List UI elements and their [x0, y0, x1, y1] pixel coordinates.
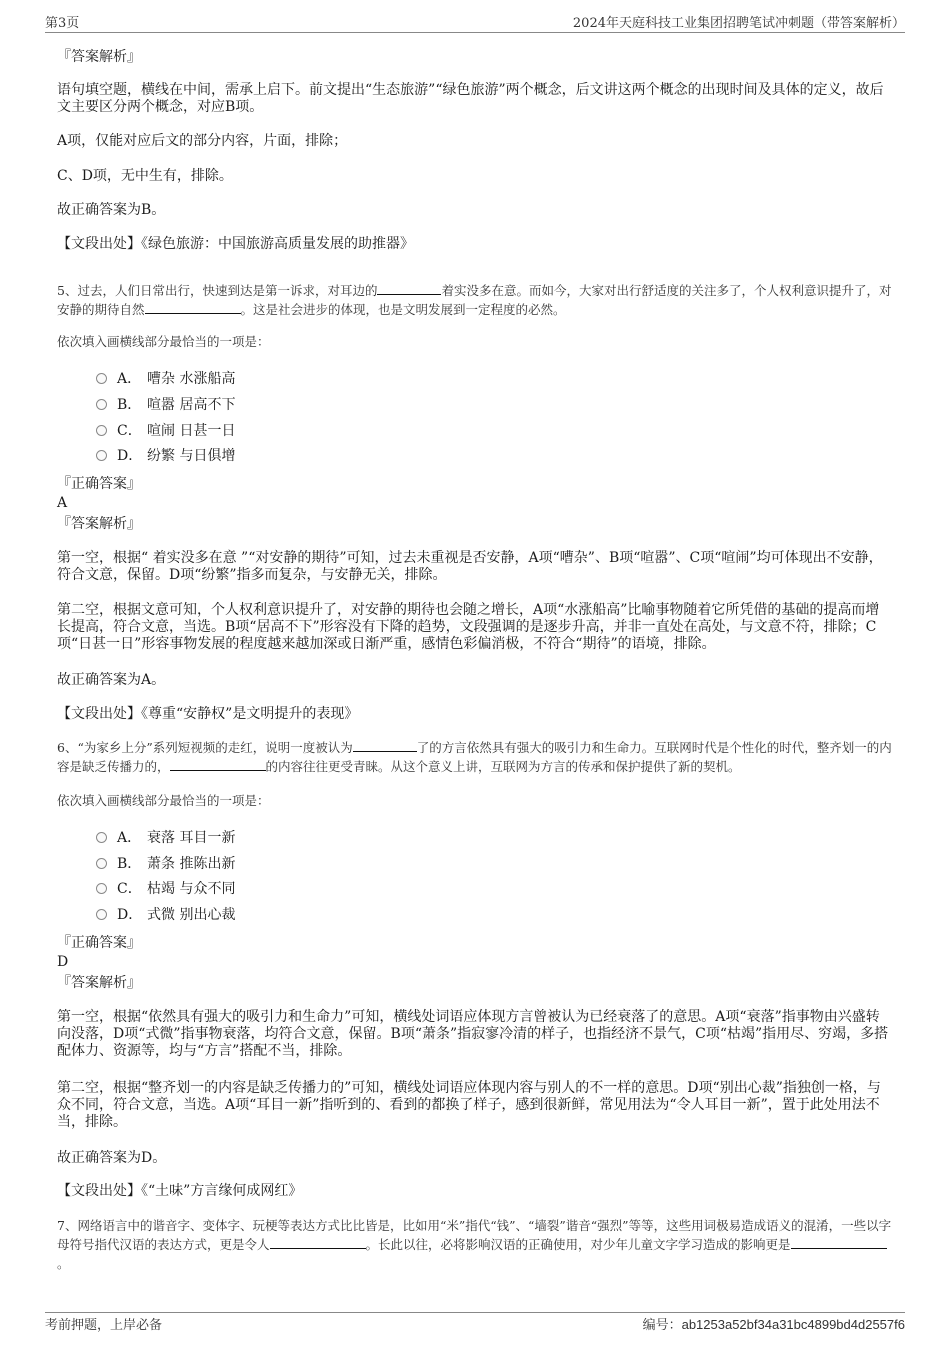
page-number: 第3页	[45, 16, 80, 31]
source-citation: 【文段出处】《“土味”方言缘何成网红》	[57, 1183, 303, 1199]
option-d[interactable]: D． 纷繁 与日俱增	[96, 446, 235, 466]
question-stem: 5、过去，人们日常出行，快速到达是第一诉求，对耳边的 着实没多在意。而如今，大家对出行舒适度的关注多了，个人权利意识提升了，对安静的期待自然 。这是社会进步的体现，也是文明发展到一定程度的必然。	[57, 283, 892, 317]
question-prompt: 依次填入画横线部分最恰当的一项是：	[57, 793, 270, 808]
analysis-paragraph: C、D项，无中生有，排除。	[57, 168, 233, 184]
source-citation: 【文段出处】《尊重“安静权”是文明提升的表现》	[57, 706, 359, 722]
radio-icon[interactable]	[96, 909, 107, 920]
answer-label: 『正确答案』	[57, 935, 141, 951]
fill-blank	[145, 300, 241, 314]
option-c[interactable]: C． 喧闹 日甚一日	[96, 421, 235, 441]
analysis-paragraph: 第二空，根据文意可知，个人权利意识提升了，对安静的期待也会随之增长，A项“水涨船高”比喻事物随着它所凭借的基础的提高而增长提高，符合文意，当选。B项“居高不下”形容没有下降的趋势，文段强调的是逐步升高，并非一直处在高处，与文意不符，排除；C项“日甚一日”形容事物发展的程度越来越加深或日渐严重，感情色彩偏消极，不符合“期待”的语境，排除。	[57, 602, 880, 652]
page-header	[45, 12, 905, 32]
radio-icon[interactable]	[96, 858, 107, 869]
answer-value: A	[57, 495, 68, 511]
fill-blank	[353, 738, 417, 752]
fill-blank	[270, 1235, 366, 1249]
analysis-label: 『答案解析』	[57, 49, 141, 65]
option-b[interactable]: B． 萧条 推陈出新	[96, 854, 235, 874]
radio-icon[interactable]	[96, 399, 107, 410]
footer-divider	[45, 1312, 905, 1313]
document-code: 编号：ab1253a52bf34a31bc4899bd4d2557f6	[642, 1317, 905, 1333]
answer-conclusion: 故正确答案为A。	[57, 672, 166, 688]
question-stem: 7、网络语言中的谐音字、变体字、玩梗等表达方式比比皆是，比如用“米”指代“钱”、“墙裂”谐音“强烈”等等，这些用词极易造成语义的混淆，一些以字母符号指代汉语的表达方式，更是令人 。长此以往，必将影响汉语的正确使用，对少年儿童文字学习造成的影响更是。	[57, 1218, 892, 1271]
fill-blank	[791, 1235, 887, 1249]
document-title: 2024年天庭科技工业集团招聘笔试冲刺题（带答案解析）	[572, 16, 905, 31]
fill-blank	[377, 281, 441, 295]
analysis-paragraph: 第一空，根据“依然具有强大的吸引力和生命力”可知，横线处词语应体现方言曾被认为已经衰落了的意思。A项“衰落”指事物由兴盛转向没落，D项“式微”指事物衰落，均符合文意，保留。B项“萧条”指寂寥冷清的样子，也指经济不景气，C项“枯竭”指用尽、穷竭，多搭配体力、资源等，均与“方言”搭配不当，排除。	[57, 1009, 889, 1059]
radio-icon[interactable]	[96, 450, 107, 461]
analysis-label: 『答案解析』	[57, 516, 141, 532]
option-c[interactable]: C． 枯竭 与众不同	[96, 879, 235, 899]
question-prompt: 依次填入画横线部分最恰当的一项是：	[57, 334, 270, 349]
option-a[interactable]: A． 嘈杂 水涨船高	[96, 369, 235, 389]
option-b[interactable]: B． 喧嚣 居高不下	[96, 395, 235, 415]
footer-slogan: 考前押题，上岸必备	[45, 1318, 163, 1333]
analysis-paragraph: 第二空，根据“整齐划一的内容是缺乏传播力的”可知，横线处词语应体现内容与别人的不一样的意思。D项“别出心裁”指独创一格，与众不同，符合文意，当选。A项“耳目一新”指听到的、看到的都换了样子，感到很新鲜，常见用法为“令人耳目一新”，置于此处用法不当，排除。	[57, 1080, 881, 1130]
question-stem: 6、“为家乡上分”系列短视频的走红，说明一度被认为 了的方言依然具有强大的吸引力和生命力。互联网时代是个性化的时代，整齐划一的内容是缺乏传播力的， 的内容往往更受青睐。从这个意义上讲，互联网为方言的传承和保护提供了新的契机。	[57, 740, 892, 774]
answer-conclusion: 故正确答案为D。	[57, 1150, 167, 1166]
option-d[interactable]: D． 式微 别出心裁	[96, 905, 235, 925]
fill-blank	[170, 757, 266, 771]
radio-icon[interactable]	[96, 883, 107, 894]
header-divider	[45, 32, 905, 33]
answer-label: 『正确答案』	[57, 476, 141, 492]
option-a[interactable]: A． 衰落 耳目一新	[96, 828, 235, 848]
answer-conclusion: 故正确答案为B。	[57, 202, 166, 218]
analysis-label: 『答案解析』	[57, 975, 141, 991]
radio-icon[interactable]	[96, 832, 107, 843]
source-citation: 【文段出处】《绿色旅游：中国旅游高质量发展的助推器》	[57, 236, 414, 252]
radio-icon[interactable]	[96, 425, 107, 436]
radio-icon[interactable]	[96, 373, 107, 384]
analysis-paragraph: 第一空，根据“ 着实没多在意 ”“对安静的期待”可知，过去未重视是否安静，A项“嘈杂”、B项“喧嚣”、C项“喧闹”均可体现出不安静，符合文意，保留。D项“纷繁”指多而复杂，与安静无关，排除。	[57, 550, 883, 583]
analysis-paragraph: A项，仅能对应后文的部分内容，片面，排除；	[57, 133, 348, 149]
answer-value: D	[57, 954, 69, 970]
analysis-paragraph: 语句填空题，横线在中间，需承上启下。前文提出“生态旅游”“绿色旅游”两个概念，后文讲这两个概念的出现时间及具体的定义，故后文主要区分两个概念，对应B项。	[57, 82, 884, 115]
